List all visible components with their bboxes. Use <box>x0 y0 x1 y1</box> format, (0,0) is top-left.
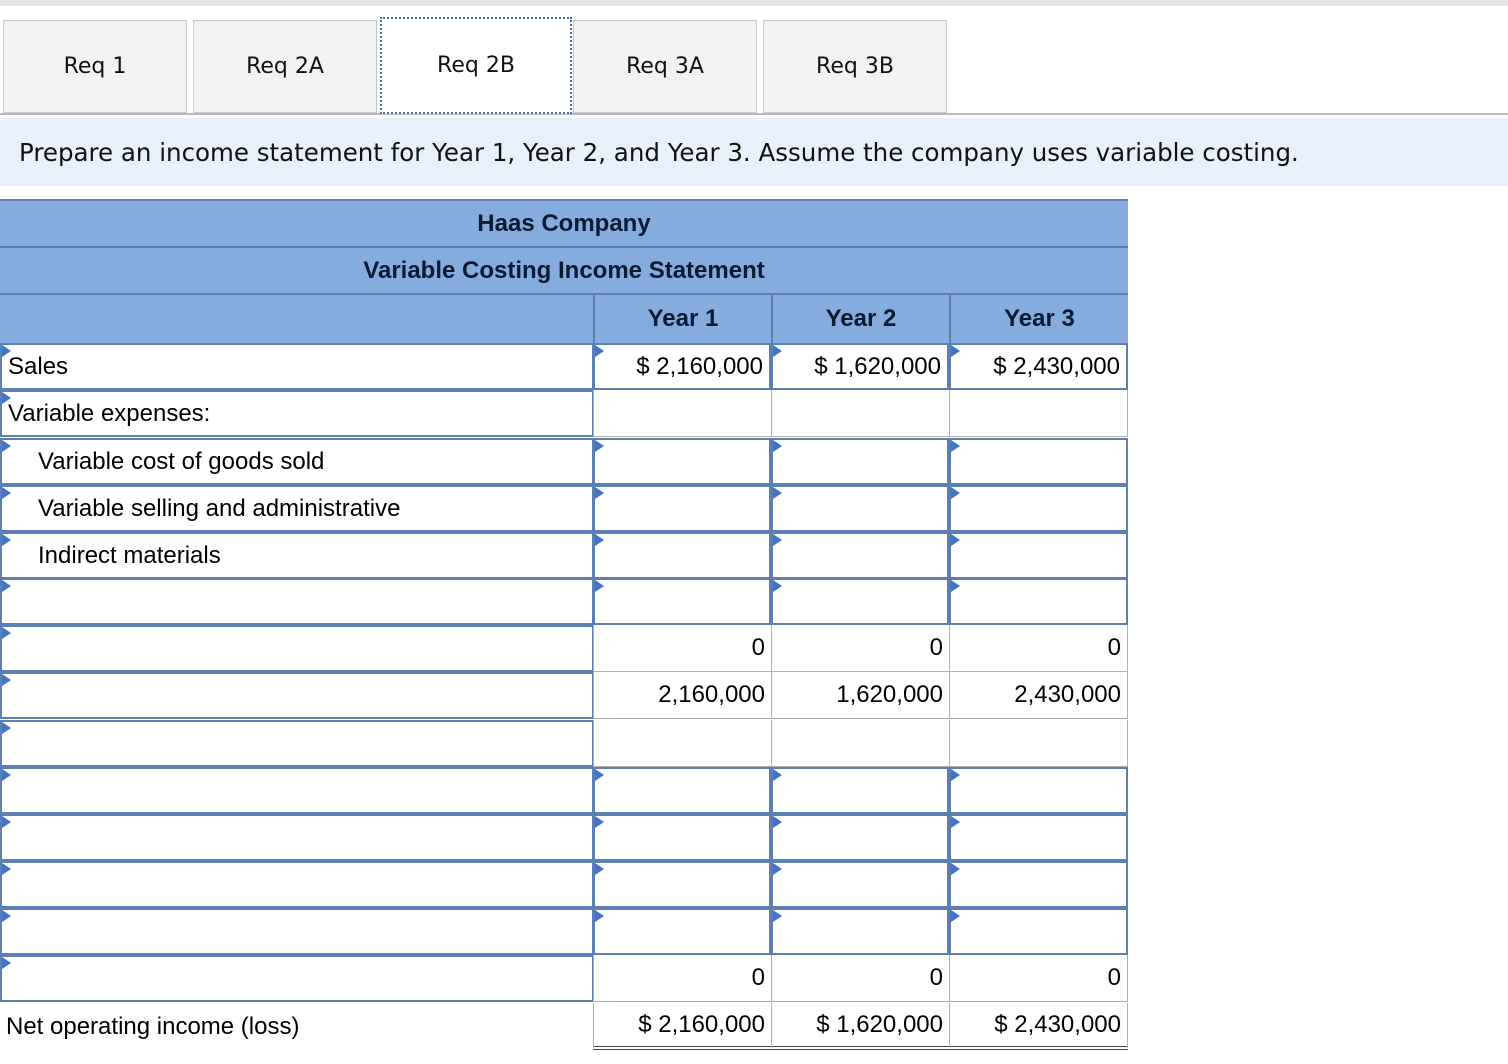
amount-input[interactable] <box>593 438 771 485</box>
row-label-select[interactable] <box>0 390 593 437</box>
row-label-select[interactable] <box>0 720 593 767</box>
input-indicator-icon <box>773 534 782 546</box>
amount-input[interactable] <box>593 814 771 861</box>
amount-text: 2,430,000 <box>1014 681 1121 708</box>
input-indicator-icon <box>773 580 782 592</box>
input-indicator-icon <box>951 863 960 875</box>
amount-value <box>949 390 1128 437</box>
amount-input[interactable] <box>593 485 771 532</box>
amount-text: 0 <box>751 634 765 661</box>
column-header-year-2: Year 2 <box>771 295 949 343</box>
input-indicator-icon <box>595 816 604 828</box>
dropdown-indicator-icon <box>2 957 11 969</box>
amount-text: $ 2,430,000 <box>994 1010 1121 1038</box>
table-row <box>0 532 1128 579</box>
amount-value <box>593 390 771 437</box>
company-name-text: Haas Company <box>477 209 651 237</box>
table-row <box>0 767 1128 814</box>
row-label-select <box>0 1003 593 1050</box>
row-label-select[interactable] <box>0 532 593 579</box>
amount-value <box>593 1003 771 1050</box>
amount-value <box>771 625 949 672</box>
row-label-select[interactable] <box>0 814 593 861</box>
input-indicator-icon <box>951 580 960 592</box>
dropdown-indicator-icon <box>2 769 11 781</box>
amount-input[interactable] <box>949 861 1128 908</box>
amount-text: 0 <box>1107 634 1121 661</box>
row-label-text: Variable expenses: <box>8 399 211 427</box>
amount-text: 0 <box>751 964 765 991</box>
table-row <box>0 908 1128 955</box>
table-row <box>0 438 1128 485</box>
row-label-select[interactable] <box>0 438 593 485</box>
row-label-select[interactable] <box>0 578 593 625</box>
input-indicator-icon <box>773 345 782 357</box>
dropdown-indicator-icon <box>2 534 11 546</box>
requirement-tabs <box>0 20 1508 115</box>
input-indicator-icon <box>595 534 604 546</box>
amount-value <box>593 625 771 672</box>
amount-input[interactable] <box>771 343 949 390</box>
instruction-text <box>0 118 1508 186</box>
table-row <box>0 814 1128 861</box>
amount-input[interactable] <box>949 908 1128 955</box>
amount-text: 2,160,000 <box>658 681 765 708</box>
input-indicator-icon <box>773 910 782 922</box>
dropdown-indicator-icon <box>2 816 11 828</box>
input-indicator-icon <box>595 910 604 922</box>
dropdown-indicator-icon <box>2 440 11 452</box>
input-indicator-icon <box>773 440 782 452</box>
row-label-select[interactable] <box>0 955 593 1002</box>
amount-input[interactable] <box>593 578 771 625</box>
amount-value <box>949 1003 1128 1050</box>
table-row <box>0 955 1128 1002</box>
table-row <box>0 343 1128 390</box>
amount-text: $ 1,620,000 <box>816 1010 943 1038</box>
amount-input[interactable] <box>771 908 949 955</box>
amount-value <box>593 955 771 1002</box>
amount-value <box>771 720 949 767</box>
amount-value <box>949 720 1128 767</box>
tab-req-2b[interactable]: Req 2B <box>380 17 572 114</box>
amount-input[interactable] <box>771 767 949 814</box>
amount-input[interactable] <box>771 485 949 532</box>
amount-text: $ 2,160,000 <box>638 1010 765 1038</box>
column-header-row <box>0 293 1128 343</box>
input-indicator-icon <box>595 440 604 452</box>
input-indicator-icon <box>595 580 604 592</box>
input-indicator-icon <box>595 863 604 875</box>
amount-input[interactable] <box>593 767 771 814</box>
amount-input[interactable] <box>771 438 949 485</box>
amount-input[interactable] <box>949 578 1128 625</box>
amount-value <box>949 672 1128 719</box>
company-name <box>0 199 1128 246</box>
table-row <box>0 720 1128 767</box>
table-row <box>0 578 1128 625</box>
row-label-select[interactable] <box>0 625 593 672</box>
top-divider <box>0 0 1508 6</box>
row-label-select[interactable] <box>0 861 593 908</box>
amount-input[interactable] <box>949 767 1128 814</box>
amount-text: 0 <box>929 964 943 991</box>
row-label-text: Indirect materials <box>38 541 221 569</box>
tab-req-2a[interactable]: Req 2A <box>193 20 377 113</box>
input-indicator-icon <box>951 487 960 499</box>
input-indicator-icon <box>773 769 782 781</box>
amount-input[interactable] <box>771 861 949 908</box>
dropdown-indicator-icon <box>2 580 11 592</box>
input-indicator-icon <box>773 816 782 828</box>
dropdown-indicator-icon <box>2 487 11 499</box>
tab-req-1[interactable]: Req 1 <box>3 20 187 113</box>
table-row <box>0 390 1128 437</box>
row-label-select[interactable] <box>0 908 593 955</box>
dropdown-indicator-icon <box>2 910 11 922</box>
row-label-select[interactable] <box>0 767 593 814</box>
amount-value <box>771 672 949 719</box>
amount-input[interactable] <box>949 343 1128 390</box>
amount-input[interactable] <box>771 578 949 625</box>
column-header-year-3: Year 3 <box>949 295 1128 343</box>
dropdown-indicator-icon <box>2 722 11 734</box>
input-indicator-icon <box>951 534 960 546</box>
dropdown-indicator-icon <box>2 392 11 404</box>
dropdown-indicator-icon <box>2 674 11 686</box>
amount-value <box>593 672 771 719</box>
dropdown-indicator-icon <box>2 345 11 357</box>
table-row <box>0 485 1128 532</box>
statement-title-text: Variable Costing Income Statement <box>363 256 765 284</box>
amount-input[interactable] <box>593 908 771 955</box>
table-row <box>0 672 1128 719</box>
amount-text: $ 2,160,000 <box>636 352 763 380</box>
amount-text: $ 2,430,000 <box>993 352 1120 380</box>
tab-req-3a[interactable]: Req 3A <box>573 20 757 113</box>
statement-title <box>0 246 1128 293</box>
input-indicator-icon <box>951 345 960 357</box>
amount-value <box>771 955 949 1002</box>
instruction-label: Prepare an income statement for Year 1, Year 2, and Year 3. Assume the company uses variable costing. <box>19 137 1299 167</box>
table-row <box>0 1003 1128 1050</box>
amount-value <box>949 955 1128 1002</box>
row-label-text: Net operating income (loss) <box>6 1012 300 1040</box>
input-indicator-icon <box>595 487 604 499</box>
table-row <box>0 625 1128 672</box>
amount-input[interactable] <box>949 532 1128 579</box>
dropdown-indicator-icon <box>2 863 11 875</box>
amount-input[interactable] <box>593 861 771 908</box>
row-label-text: Variable selling and administrative <box>38 494 401 522</box>
amount-input[interactable] <box>593 532 771 579</box>
input-indicator-icon <box>595 345 604 357</box>
amount-input[interactable] <box>593 343 771 390</box>
amount-value <box>593 720 771 767</box>
amount-text: $ 1,620,000 <box>814 352 941 380</box>
row-label-select[interactable] <box>0 343 593 390</box>
dropdown-indicator-icon <box>2 627 11 639</box>
row-label-select[interactable] <box>0 485 593 532</box>
row-label-select[interactable] <box>0 672 593 719</box>
amount-text: 0 <box>1107 964 1121 991</box>
amount-value <box>949 625 1128 672</box>
row-label-text: Sales <box>8 352 69 380</box>
input-indicator-icon <box>595 769 604 781</box>
input-indicator-icon <box>951 769 960 781</box>
input-indicator-icon <box>773 487 782 499</box>
input-indicator-icon <box>951 440 960 452</box>
input-indicator-icon <box>951 910 960 922</box>
amount-input[interactable] <box>949 814 1128 861</box>
amount-input[interactable] <box>949 438 1128 485</box>
column-header-year-1: Year 1 <box>593 295 771 343</box>
amount-input[interactable] <box>771 814 949 861</box>
amount-value <box>771 390 949 437</box>
amount-value <box>771 1003 949 1050</box>
amount-input[interactable] <box>949 485 1128 532</box>
amount-text: 0 <box>929 634 943 661</box>
tab-req-3b[interactable]: Req 3B <box>763 20 947 113</box>
amount-text: 1,620,000 <box>836 681 943 708</box>
amount-input[interactable] <box>771 532 949 579</box>
row-label-text: Variable cost of goods sold <box>38 447 325 475</box>
input-indicator-icon <box>951 816 960 828</box>
table-row <box>0 861 1128 908</box>
tabs-divider <box>0 113 1508 115</box>
input-indicator-icon <box>773 863 782 875</box>
